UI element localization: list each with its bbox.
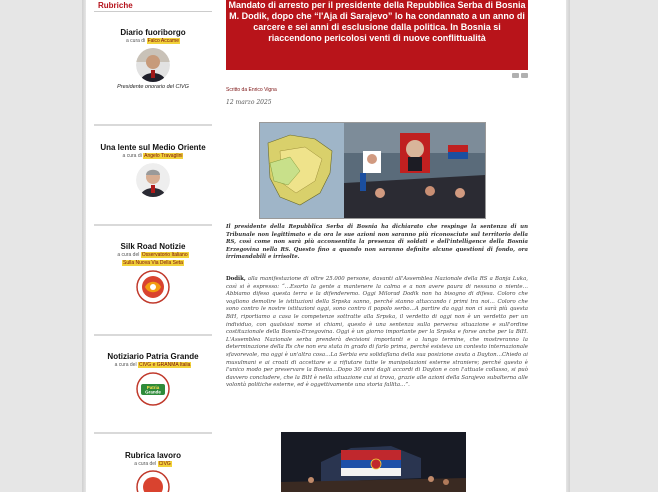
sidebar-block-byline bbox=[94, 362, 212, 369]
email-icon[interactable] bbox=[521, 73, 528, 78]
sidebar-divider bbox=[94, 334, 212, 336]
article-headline: Mandato di arresto per il presidente della Repubblica Serba di Bosnia M. Dodik, dopo che “l'Aja di Sarajevo” lo ha condannato a un anno di carcere e sei anni di esclusione dalla politica. In Bosnia si riaccendono pericolosi venti di nuove conflittualità bbox=[226, 0, 528, 70]
silk-road-logo-icon[interactable] bbox=[136, 270, 170, 304]
sidebar-divider bbox=[94, 224, 212, 226]
article-photo-map-protest bbox=[259, 122, 486, 219]
page bbox=[86, 0, 566, 492]
article-body bbox=[226, 276, 528, 390]
byline-prefix: a cura del bbox=[117, 252, 140, 258]
byline-prefix: a cura del bbox=[134, 461, 157, 467]
sidebar-block-title: Diario fuoriborgo bbox=[120, 28, 186, 37]
sidebar-block-silk-road[interactable] bbox=[94, 242, 212, 306]
article bbox=[226, 0, 528, 492]
silk-road-link[interactable] bbox=[94, 259, 212, 267]
sidebar-divider bbox=[94, 124, 212, 126]
sidebar-block-subtitle: Presidente onorario del CIVG bbox=[117, 84, 189, 90]
sidebar-divider bbox=[94, 432, 212, 434]
sidebar-block-rubrica-lavoro[interactable] bbox=[94, 451, 212, 492]
rubrica-lavoro-logo-icon[interactable] bbox=[136, 470, 170, 492]
sidebar-heading-rule bbox=[94, 11, 212, 12]
avatar-angelo-travaglini[interactable] bbox=[136, 163, 170, 197]
article-tools bbox=[512, 73, 528, 78]
byline-name-link[interactable]: Osservatorio Italiano bbox=[141, 252, 188, 258]
article-body-lead: Dodik, bbox=[226, 276, 246, 282]
sidebar bbox=[94, 0, 212, 492]
byline-prefix: a cura del bbox=[114, 362, 137, 368]
byline-name-link[interactable]: CIVG e GRANMA Italia bbox=[138, 362, 191, 368]
byline-prefix: a cura di bbox=[126, 38, 146, 44]
byline-prefix: a cura di bbox=[122, 153, 142, 159]
sidebar-block-byline bbox=[94, 461, 212, 468]
avatar-falco-accame[interactable] bbox=[136, 48, 170, 82]
sidebar-block-diario[interactable] bbox=[94, 28, 212, 91]
silk-road-link-text[interactable]: Sulla Nuova Via Della Seta bbox=[123, 260, 183, 266]
article-body-text: alla manifestazione di oltre 25.000 persone, davanti all'Assemblea Nazionale della RS a Banja Luka, così si è espresso: “…Esorto la gente a mantenere la calma e a non avere paura di nessuno o niente… Abbiamo difeso questa terra e la difenderemo. Oggi Milorad Dodik non ha bisogno di difesa. Coloro che vogliono demolire le istituzioni della Srpska sanno, perché stanno attaccando i primi tra noi… Coloro che sono contro le nostre istituzioni oggi, sono contro il popolo serbo…A partire da oggi non ci sarà più questa BiH, riportiamo a casa le competenze sottratte alla Srpska, il verdetto di oggi non è un verdetto per un individuo, con qualsiasi nome si chiami, questo è una sentenza sulla perversa situazione e sull'ordine costituzionale della Bosnia-Erzegovina. Oggi è un giorno importante per la Srpska e forse anche per la BiH. L'Assemblea Nazionale serba prenderà decisioni importanti e a lungo termine, che mostreranno la determinazione della Rs che non era stata in grado di farlo prima, perché esisteva un contesto internazionale sfavorevole, ma oggi è un'altra cosa…La Serbia era solidaflana della sua posizione avuta a Dayton…Chiedo ai musulmani e ai croati di accettare e a rifiutare tutte le manipolazioni esterne straniere; perché questo è l'unico modo per preservare la Bosnia…Dopo 30 anni dagli accordi di Dayton e con l'attuale collasso, si può davvero concludere, che la BiH è nella situazione cui si trova, grazie alle azioni della Sarajevo subalterna alle volontà politiche esterne, ed è oggettivamente una storia fallita…”. bbox=[226, 276, 528, 389]
sidebar-block-patria-grande[interactable] bbox=[94, 352, 212, 408]
svg-text:Grande: Grande bbox=[145, 389, 161, 395]
byline-name-link[interactable]: Falco Accame bbox=[147, 38, 179, 44]
sidebar-block-title: Notiziario Patria Grande bbox=[107, 352, 199, 361]
byline-name-link[interactable]: Angelo Travaglini bbox=[144, 153, 183, 159]
article-author[interactable]: Scritto da Enrico Vigna bbox=[226, 87, 277, 93]
page-shadow-right bbox=[566, 0, 570, 492]
sidebar-block-byline bbox=[94, 252, 212, 259]
svg-text:Patria: Patria bbox=[146, 385, 160, 390]
sidebar-block-title: Rubrica lavoro bbox=[124, 451, 181, 460]
article-photo-crowd bbox=[281, 432, 466, 492]
sidebar-block-byline bbox=[94, 153, 212, 160]
sidebar-block-medio-oriente[interactable] bbox=[94, 143, 212, 199]
print-icon[interactable] bbox=[512, 73, 519, 78]
article-date: 12 marzo 2025 bbox=[226, 99, 272, 106]
byline-name-link[interactable]: CIVG bbox=[158, 461, 171, 467]
sidebar-block-title: Silk Road Notizie bbox=[120, 242, 186, 251]
patria-grande-logo-icon[interactable] bbox=[136, 372, 170, 406]
sidebar-heading: Rubriche bbox=[98, 1, 133, 10]
sidebar-block-title: Una lente sul Medio Oriente bbox=[100, 143, 206, 152]
article-intro: Il presidente della Repubblica Serba di Bosnia ha dichiarato che respinge la sentenza di un Tribunale non legittimato e da ora le sue azioni non saranno più riconosciute sul territorio della RS, così come non sarà più acconsentita la presenza di soldati e dell'intelligence della Bosnia Erzegovina nella RS. Questo fino a quando non saranno definite alcune questioni di fondo, ora irrimandabili e irrisolte. bbox=[226, 224, 528, 261]
sidebar-block-byline bbox=[94, 38, 212, 45]
